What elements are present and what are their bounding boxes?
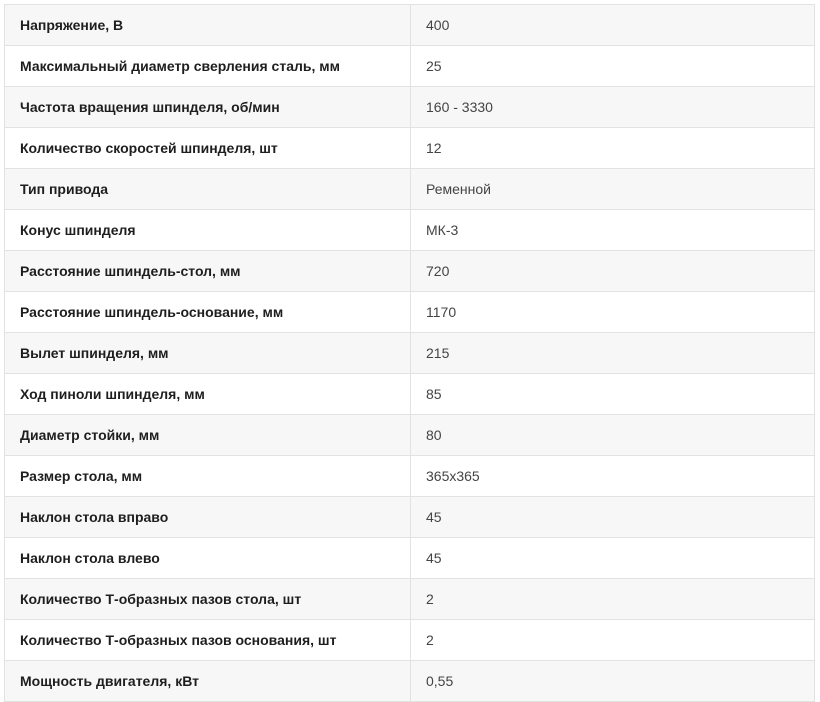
- spec-name: Количество скоростей шпинделя, шт: [5, 128, 411, 169]
- table-row: [5, 497, 815, 538]
- table-row: [5, 661, 815, 702]
- spec-name: Наклон стола вправо: [5, 497, 411, 538]
- spec-value: 0,55: [411, 661, 815, 702]
- spec-value: 85: [411, 374, 815, 415]
- table-row: [5, 538, 815, 579]
- spec-name: Конус шпинделя: [5, 210, 411, 251]
- spec-value: 45: [411, 538, 815, 579]
- table-row: [5, 456, 815, 497]
- table-row: [5, 87, 815, 128]
- table-row: [5, 46, 815, 87]
- table-row: [5, 579, 815, 620]
- spec-name: Расстояние шпиндель-стол, мм: [5, 251, 411, 292]
- spec-value: 1170: [411, 292, 815, 333]
- table-row: [5, 292, 815, 333]
- spec-name: Мощность двигателя, кВт: [5, 661, 411, 702]
- table-row: [5, 128, 815, 169]
- spec-value: Ременной: [411, 169, 815, 210]
- spec-name: Тип привода: [5, 169, 411, 210]
- spec-value: 400: [411, 5, 815, 46]
- table-row: [5, 374, 815, 415]
- spec-name: Наклон стола влево: [5, 538, 411, 579]
- table-row: [5, 333, 815, 374]
- spec-value: 215: [411, 333, 815, 374]
- specifications-table: [4, 4, 815, 702]
- table-row: [5, 251, 815, 292]
- spec-value: 80: [411, 415, 815, 456]
- spec-name: Количество Т-образных пазов основания, шт: [5, 620, 411, 661]
- spec-value: 45: [411, 497, 815, 538]
- table-row: [5, 5, 815, 46]
- spec-name: Количество Т-образных пазов стола, шт: [5, 579, 411, 620]
- spec-value: МК-3: [411, 210, 815, 251]
- spec-value: 12: [411, 128, 815, 169]
- spec-value: 25: [411, 46, 815, 87]
- spec-name: Ход пиноли шпинделя, мм: [5, 374, 411, 415]
- table-row: [5, 169, 815, 210]
- spec-name: Частота вращения шпинделя, об/мин: [5, 87, 411, 128]
- spec-name: Расстояние шпиндель-основание, мм: [5, 292, 411, 333]
- spec-name: Максимальный диаметр сверления сталь, мм: [5, 46, 411, 87]
- spec-value: 160 - 3330: [411, 87, 815, 128]
- spec-name: Диаметр стойки, мм: [5, 415, 411, 456]
- spec-name: Вылет шпинделя, мм: [5, 333, 411, 374]
- table-row: [5, 415, 815, 456]
- spec-value: 2: [411, 579, 815, 620]
- spec-value: 720: [411, 251, 815, 292]
- table-row: [5, 210, 815, 251]
- spec-value: 2: [411, 620, 815, 661]
- spec-value: 365x365: [411, 456, 815, 497]
- spec-name: Напряжение, В: [5, 5, 411, 46]
- table-row: [5, 620, 815, 661]
- spec-name: Размер стола, мм: [5, 456, 411, 497]
